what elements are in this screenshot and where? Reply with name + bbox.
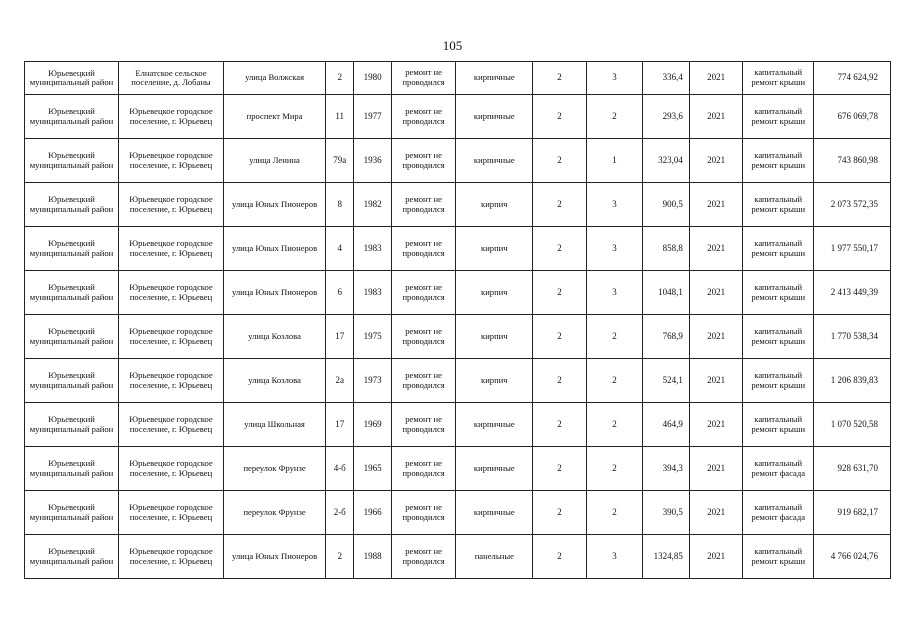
planned-year-cell: 2021: [689, 271, 743, 315]
house-number-cell: 6: [326, 271, 354, 315]
last-repair-cell: ремонт не проводился: [391, 315, 456, 359]
table-row: [25, 62, 891, 95]
entrances-cell: 3: [586, 183, 643, 227]
planned-year-cell: 2021: [689, 227, 743, 271]
house-number-cell: 2: [326, 62, 354, 95]
cost-cell: 2 073 572,35: [814, 183, 891, 227]
floors-cell: 2: [533, 271, 587, 315]
planned-year-cell: 2021: [689, 62, 743, 95]
planned-year-cell: 2021: [689, 491, 743, 535]
last-repair-cell: ремонт не проводился: [391, 227, 456, 271]
district-cell: Юрьевецкий муниципальный район: [25, 183, 119, 227]
work-type-cell: капитальный ремонт крыши: [743, 183, 814, 227]
settlement-cell: Юрьевецкое городское поселение, г. Юрьевец: [118, 535, 223, 579]
table-row: [25, 359, 891, 403]
floors-cell: 2: [533, 359, 587, 403]
wall-material-cell: кирпич: [456, 271, 533, 315]
street-cell: улица Школьная: [224, 403, 326, 447]
district-cell: Юрьевецкий муниципальный район: [25, 535, 119, 579]
year-built-cell: 1980: [354, 62, 391, 95]
year-built-cell: 1936: [354, 139, 391, 183]
work-type-cell: капитальный ремонт крыши: [743, 227, 814, 271]
cost-cell: 774 624,92: [814, 62, 891, 95]
house-number-cell: 17: [326, 403, 354, 447]
table-row: [25, 315, 891, 359]
area-cell: 323,04: [643, 139, 689, 183]
entrances-cell: 2: [586, 359, 643, 403]
year-built-cell: 1969: [354, 403, 391, 447]
year-built-cell: 1966: [354, 491, 391, 535]
cost-cell: 1 070 520,58: [814, 403, 891, 447]
wall-material-cell: панельные: [456, 535, 533, 579]
house-number-cell: 2: [326, 535, 354, 579]
street-cell: улица Юных Пионеров: [224, 535, 326, 579]
area-cell: 524,1: [643, 359, 689, 403]
year-built-cell: 1983: [354, 271, 391, 315]
last-repair-cell: ремонт не проводился: [391, 95, 456, 139]
area-cell: 464,9: [643, 403, 689, 447]
entrances-cell: 2: [586, 315, 643, 359]
settlement-cell: Юрьевецкое городское поселение, г. Юрьевец: [118, 227, 223, 271]
district-cell: Юрьевецкий муниципальный район: [25, 227, 119, 271]
work-type-cell: капитальный ремонт крыши: [743, 95, 814, 139]
table-row: [25, 227, 891, 271]
entrances-cell: 1: [586, 139, 643, 183]
cost-cell: 1 770 538,34: [814, 315, 891, 359]
table-row: [25, 535, 891, 579]
wall-material-cell: кирпичные: [456, 139, 533, 183]
floors-cell: 2: [533, 491, 587, 535]
settlement-cell: Юрьевецкое городское поселение, г. Юрьевец: [118, 183, 223, 227]
last-repair-cell: ремонт не проводился: [391, 183, 456, 227]
wall-material-cell: кирпичные: [456, 95, 533, 139]
district-cell: Юрьевецкий муниципальный район: [25, 315, 119, 359]
settlement-cell: Юрьевецкое городское поселение, г. Юрьевец: [118, 491, 223, 535]
area-cell: 768,9: [643, 315, 689, 359]
floors-cell: 2: [533, 535, 587, 579]
street-cell: улица Ленина: [224, 139, 326, 183]
wall-material-cell: кирпичные: [456, 491, 533, 535]
last-repair-cell: ремонт не проводился: [391, 535, 456, 579]
planned-year-cell: 2021: [689, 535, 743, 579]
house-number-cell: 2-б: [326, 491, 354, 535]
year-built-cell: 1973: [354, 359, 391, 403]
planned-year-cell: 2021: [689, 95, 743, 139]
floors-cell: 2: [533, 183, 587, 227]
cost-cell: 1 977 550,17: [814, 227, 891, 271]
work-type-cell: капитальный ремонт фасада: [743, 447, 814, 491]
work-type-cell: капитальный ремонт фасада: [743, 491, 814, 535]
entrances-cell: 2: [586, 95, 643, 139]
street-cell: улица Козлова: [224, 315, 326, 359]
house-number-cell: 79а: [326, 139, 354, 183]
cost-cell: 2 413 449,39: [814, 271, 891, 315]
floors-cell: 2: [533, 227, 587, 271]
last-repair-cell: ремонт не проводился: [391, 403, 456, 447]
area-cell: 900,5: [643, 183, 689, 227]
work-type-cell: капитальный ремонт крыши: [743, 62, 814, 95]
cost-cell: 919 682,17: [814, 491, 891, 535]
district-cell: Юрьевецкий муниципальный район: [25, 403, 119, 447]
district-cell: Юрьевецкий муниципальный район: [25, 95, 119, 139]
street-cell: улица Козлова: [224, 359, 326, 403]
page-number: 105: [442, 38, 463, 53]
work-type-cell: капитальный ремонт крыши: [743, 359, 814, 403]
floors-cell: 2: [533, 62, 587, 95]
district-cell: Юрьевецкий муниципальный район: [25, 491, 119, 535]
area-cell: 1324,85: [643, 535, 689, 579]
work-type-cell: капитальный ремонт крыши: [743, 315, 814, 359]
area-cell: 394,3: [643, 447, 689, 491]
work-type-cell: капитальный ремонт крыши: [743, 535, 814, 579]
house-number-cell: 17: [326, 315, 354, 359]
street-cell: улица Юных Пионеров: [224, 271, 326, 315]
area-cell: 858,8: [643, 227, 689, 271]
last-repair-cell: ремонт не проводился: [391, 271, 456, 315]
work-type-cell: капитальный ремонт крыши: [743, 139, 814, 183]
area-cell: 336,4: [643, 62, 689, 95]
table-row: [25, 183, 891, 227]
floors-cell: 2: [533, 447, 587, 491]
street-cell: улица Юных Пионеров: [224, 227, 326, 271]
district-cell: Юрьевецкий муниципальный район: [25, 359, 119, 403]
year-built-cell: 1965: [354, 447, 391, 491]
wall-material-cell: кирпичные: [456, 62, 533, 95]
cost-cell: 676 069,78: [814, 95, 891, 139]
table-row: [25, 491, 891, 535]
table-row: [25, 403, 891, 447]
wall-material-cell: кирпичные: [456, 403, 533, 447]
last-repair-cell: ремонт не проводился: [391, 447, 456, 491]
street-cell: улица Юных Пионеров: [224, 183, 326, 227]
planned-year-cell: 2021: [689, 183, 743, 227]
table-row: [25, 447, 891, 491]
house-number-cell: 8: [326, 183, 354, 227]
last-repair-cell: ремонт не проводился: [391, 491, 456, 535]
settlement-cell: Елнатское сельское поселение, д. Лобаны: [118, 62, 223, 95]
entrances-cell: 3: [586, 227, 643, 271]
table-row: [25, 271, 891, 315]
settlement-cell: Юрьевецкое городское поселение, г. Юрьевец: [118, 271, 223, 315]
settlement-cell: Юрьевецкое городское поселение, г. Юрьевец: [118, 95, 223, 139]
floors-cell: 2: [533, 139, 587, 183]
year-built-cell: 1983: [354, 227, 391, 271]
planned-year-cell: 2021: [689, 403, 743, 447]
area-cell: 293,6: [643, 95, 689, 139]
last-repair-cell: ремонт не проводился: [391, 139, 456, 183]
street-cell: проспект Мира: [224, 95, 326, 139]
table-row: [25, 139, 891, 183]
street-cell: переулок Фрунзе: [224, 447, 326, 491]
year-built-cell: 1982: [354, 183, 391, 227]
floors-cell: 2: [533, 315, 587, 359]
work-type-cell: капитальный ремонт крыши: [743, 403, 814, 447]
entrances-cell: 3: [586, 535, 643, 579]
settlement-cell: Юрьевецкое городское поселение, г. Юрьевец: [118, 359, 223, 403]
district-cell: Юрьевецкий муниципальный район: [25, 447, 119, 491]
planned-year-cell: 2021: [689, 315, 743, 359]
entrances-cell: 3: [586, 271, 643, 315]
wall-material-cell: кирпич: [456, 359, 533, 403]
wall-material-cell: кирпичные: [456, 447, 533, 491]
entrances-cell: 2: [586, 447, 643, 491]
cost-cell: 928 631,70: [814, 447, 891, 491]
cost-cell: 1 206 839,83: [814, 359, 891, 403]
last-repair-cell: ремонт не проводился: [391, 62, 456, 95]
settlement-cell: Юрьевецкое городское поселение, г. Юрьевец: [118, 315, 223, 359]
planned-year-cell: 2021: [689, 359, 743, 403]
entrances-cell: 3: [586, 62, 643, 95]
area-cell: 390,5: [643, 491, 689, 535]
entrances-cell: 2: [586, 491, 643, 535]
cost-cell: 743 860,98: [814, 139, 891, 183]
table-row: [25, 95, 891, 139]
last-repair-cell: ремонт не проводился: [391, 359, 456, 403]
district-cell: Юрьевецкий муниципальный район: [25, 271, 119, 315]
house-number-cell: 2а: [326, 359, 354, 403]
wall-material-cell: кирпич: [456, 315, 533, 359]
year-built-cell: 1977: [354, 95, 391, 139]
district-cell: Юрьевецкий муниципальный район: [25, 62, 119, 95]
house-number-cell: 4-б: [326, 447, 354, 491]
house-number-cell: 11: [326, 95, 354, 139]
district-cell: Юрьевецкий муниципальный район: [25, 139, 119, 183]
street-cell: переулок Фрунзе: [224, 491, 326, 535]
wall-material-cell: кирпич: [456, 183, 533, 227]
housing-repair-table: [24, 61, 891, 579]
planned-year-cell: 2021: [689, 447, 743, 491]
floors-cell: 2: [533, 403, 587, 447]
planned-year-cell: 2021: [689, 139, 743, 183]
floors-cell: 2: [533, 95, 587, 139]
cost-cell: 4 766 024,76: [814, 535, 891, 579]
settlement-cell: Юрьевецкое городское поселение, г. Юрьевец: [118, 403, 223, 447]
work-type-cell: капитальный ремонт крыши: [743, 271, 814, 315]
area-cell: 1048,1: [643, 271, 689, 315]
house-number-cell: 4: [326, 227, 354, 271]
year-built-cell: 1975: [354, 315, 391, 359]
entrances-cell: 2: [586, 403, 643, 447]
settlement-cell: Юрьевецкое городское поселение, г. Юрьевец: [118, 447, 223, 491]
wall-material-cell: кирпич: [456, 227, 533, 271]
settlement-cell: Юрьевецкое городское поселение, г. Юрьевец: [118, 139, 223, 183]
year-built-cell: 1988: [354, 535, 391, 579]
street-cell: улица Волжская: [224, 62, 326, 95]
